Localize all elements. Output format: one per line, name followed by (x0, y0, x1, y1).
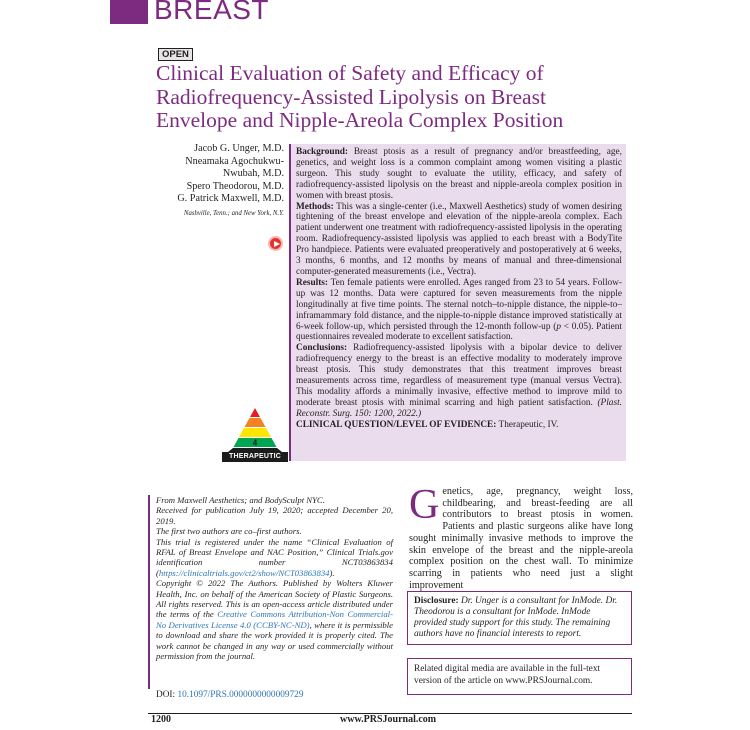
abstract-methods: Methods: This was a single-center (i.e., Maxwell Aesthetics) study of women desiring tightening of the breast envelope and elevation of the nipple-areola complex. Each patient underwent one treatment with radiofrequency-assisted lipolysis in the operating room. Radiofrequency-assisted lipolysis was applied to each breast with a BodyTite Pro handpiece. Patients were evaluated preoperatively and postoperatively at 6 weeks, 3 months, 6 months, and 12 months by means of manual and three-dimensional computer-generated measurements (i.e., Vectra). (296, 201, 622, 277)
disclosure-text: Dr. Unger is a consultant for InMode. Dr. Theodorou is a consultant for InMode. InMode provided study support for this study. The remaining authors have no financial interests to report. (414, 596, 618, 639)
disclosure-box (407, 591, 632, 645)
section-color-tab (110, 0, 148, 24)
digital-media-text: Related digital media are available in the full-text version of the article on www.PRSJournal.com. (414, 664, 601, 686)
evidence-type-label: THERAPEUTIC (222, 452, 288, 462)
footnote-from: From Maxwell Aesthetics; and BodySculpt NYC. (156, 495, 325, 505)
author-list (150, 143, 284, 206)
pyramid-level-3 (239, 428, 271, 437)
author-affiliation: Nashville, Tenn.; and New York, N.Y. (183, 210, 284, 217)
footnote-cofirst: The first two authors are co–first authors. (156, 526, 302, 537)
journal-url[interactable]: www.PRSJournal.com (340, 714, 437, 725)
intro-paragraph (409, 482, 633, 591)
abstract-box (289, 144, 626, 461)
author-name: Nneamaka Agochukwu- (185, 155, 284, 167)
footnote-copyright: Copyright © 2022 The Authors. Published by Wolters Kluwer Health, Inc. on behalf of the American Society of Plastic Surgeons. All rights reserved. This is an open-access article distributed under the terms of the Creative Commons Attribution-Non Commercial-No Derivatives License 4.0 (CCBY-NC-ND), where it is permissible to download and share the work provided it is properly cited. The work cannot be changed in any way or used commercially without permission from the journal. (156, 578, 393, 662)
footnote-received: Received for publication July 19, 2020; accepted December 20, 2019. (156, 505, 393, 526)
license-link[interactable]: Creative Commons Attribution-Non Commercial-No Derivatives License 4.0 (CCBY-NC-ND) (156, 609, 393, 630)
author-name: G. Patrick Maxwell, M.D. (177, 193, 284, 205)
doi-line (156, 690, 303, 700)
doi-label: DOI: (156, 690, 176, 700)
abstract-background: Background: Breast ptosis as a result of pregnancy and/or breastfeeding, age, genetics, and weight loss is a common complaint among women visiting a plastic surgeon. This study sought to evaluate the utility, efficacy, and safety of radiofrequency-assisted lipolysis on the breast and nipple-areola complex position in women with breast ptosis. (296, 147, 623, 201)
article-title: Clinical Evaluation of Safety and Efficacy of Radiofrequency-Assisted Lipolysis on Breast Envelope and Nipple-Areola Complex Position (156, 61, 564, 132)
pyramid-level-1 (250, 408, 260, 417)
abstract-conclusions: Conclusions: Radiofrequency-assisted lipolysis with a bipolar device to deliver radiofrequency energy to the breast is an effective modality to moderately improve breast ptosis. This study demonstrates that this treatment improves breast measurements across time, regardless of measurement type (manual versus Vectra). This modality affords a minimally invasive, effective method to improve mild to moderate breast ptosis with minimal scarring and high patient satisfaction. (Plast. Reconstr. Surg. 150: 1200, 2022.) (296, 343, 623, 419)
abstract-evidence: CLINICAL QUESTION/LEVEL OF EVIDENCE: Therapeutic, IV. (296, 419, 559, 430)
author-name: Jacob G. Unger, M.D. (194, 143, 284, 154)
section-label: BREAST (154, 0, 270, 25)
intro-text: enetics, age, pregnancy, weight loss, childbearing, and breast-feeding are all contributors to breast ptosis in women. Patients and plastic surgeons alike have long sought minimally invasive methods to improve the skin envelope of the breast and the nipple-areola complex position on the chest wall. To minimize scarring in patients who need just a slight improvement (409, 486, 633, 591)
page-number: 1200 (151, 714, 171, 725)
author-name: Spero Theodorou, M.D. (186, 180, 284, 192)
author-name: Nwubah, M.D. (222, 168, 284, 180)
trial-registry-link[interactable]: https://clinicaltrials.gov/ct2/show/NCT03863834 (158, 567, 330, 578)
footnote-trial: This trial is registered under the name “Clinical Evaluation of RFAL of Breast Envelope and NAC Position,” Clinical Trials.gov identification number NCT03863834 (https://clinicaltrials.gov/ct2/show/NCT03863834). (156, 536, 393, 578)
play-video-icon[interactable] (268, 236, 283, 251)
article-footnotes (148, 495, 393, 689)
drop-cap: G (409, 482, 440, 528)
abstract-results: Results: Ten female patients were enrolled. Ages ranged from 23 to 54 years. Follow-up was 12 months. Data were captured for seven measurements from the nipple longitudinally at five time points. The sternal notch–to-nipple distance, the nipple-to–inframammary fold distance, and the nipple-to-nipple distance improved statistically at 6-week follow-up, which persisted through the 12-month follow-up (p < 0.05). Patient questionnaires revealed moderate to excellent satisfaction. (296, 277, 622, 343)
citation: (Plast. Reconstr. Surg. 150: 1200, 2022.) (296, 397, 622, 419)
doi-link[interactable]: 10.1097/PRS.0000000000009729 (177, 690, 304, 700)
open-access-badge: OPEN (158, 48, 193, 61)
pyramid-level-2 (245, 418, 266, 427)
disclosure-heading: Disclosure: (414, 596, 459, 606)
evidence-level-number: 4 (252, 438, 258, 448)
digital-media-box (407, 658, 632, 695)
